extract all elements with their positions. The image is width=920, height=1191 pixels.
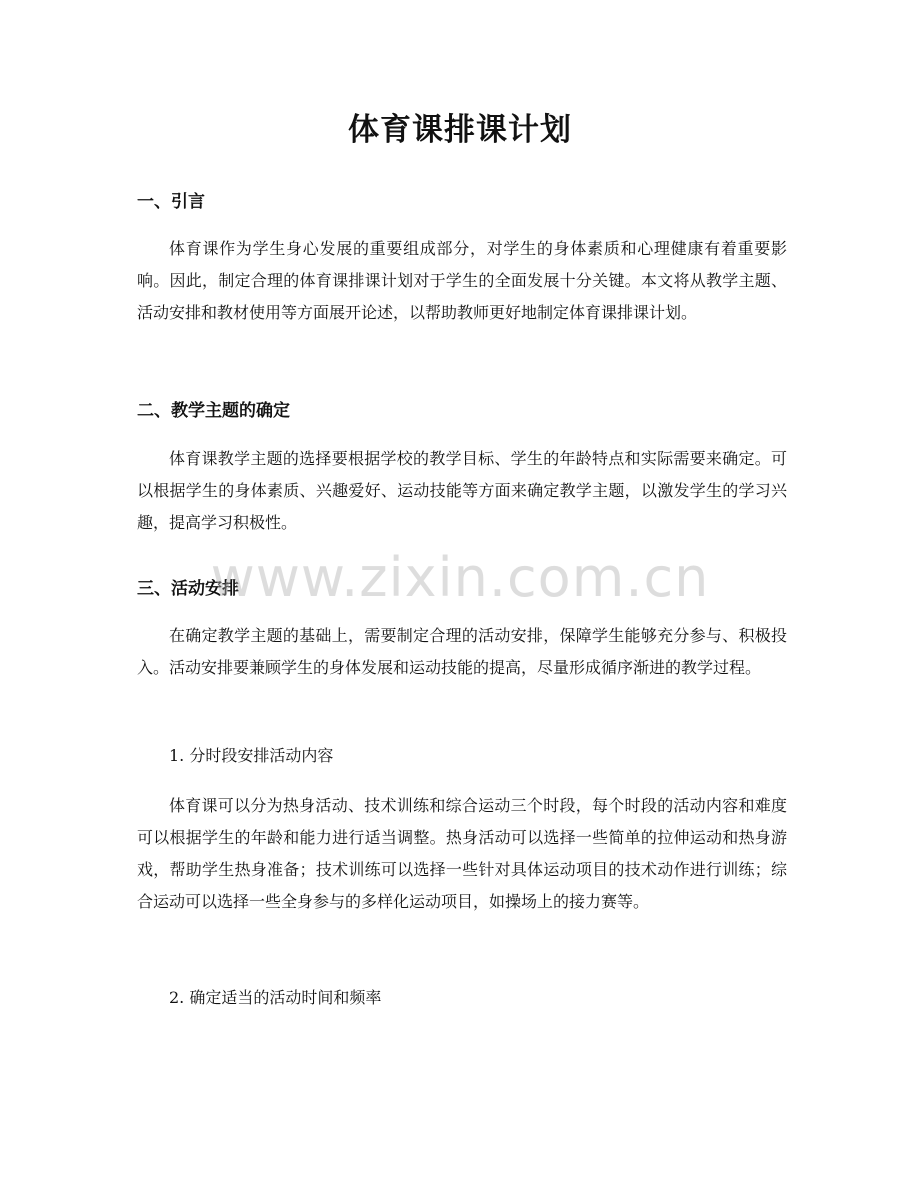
section-paragraph-teaching-theme: 体育课教学主题的选择要根据学校的教学目标、学生的年龄特点和实际需要来确定。可以根据学生的身体素质、兴趣爱好、运动技能等方面来确定教学主题，以激发学生的学习兴趣，提高学习积极性。 (137, 449, 787, 532)
subitem-paragraph-time-segments: 体育课可以分为热身活动、技术训练和综合运动三个时段，每个时段的活动内容和难度可以根据学生的年龄和能力进行适当调整。热身活动可以选择一些简单的拉伸运动和热身游戏，帮助学生热身准备；技术训练可以选择一些针对具体运动项目的技术动作进行训练；综合运动可以选择一些全身参与的多样化运动项目，如操场上的接力赛等。 (137, 796, 787, 911)
section-paragraph-introduction: 体育课作为学生身心发展的重要组成部分，对学生的身体素质和心理健康有着重要影响。因此，制定合理的体育课排课计划对于学生的全面发展十分关键。本文将从教学主题、活动安排和教材使用等方面展开论述，以帮助教师更好地制定体育课排课计划。 (137, 239, 787, 322)
subitem-label-time-segments: 1. 分时段安排活动内容 (169, 746, 334, 765)
watermark: www.zixin.com.cn (210, 546, 710, 609)
section-heading-teaching-theme: 二、教学主题的确定 (137, 401, 290, 421)
section-paragraph-activity-arrangement: 在确定教学主题的基础上，需要制定合理的活动安排，保障学生能够充分参与、积极投入。活动安排要兼顾学生的身体发展和运动技能的提高，尽量形成循序渐进的教学过程。 (137, 626, 787, 677)
page-title: 体育课排课计划 (348, 112, 572, 148)
subitem-label-time-frequency: 2. 确定适当的活动时间和频率 (169, 988, 382, 1007)
section-heading-activity-arrangement: 三、活动安排 (137, 579, 239, 599)
section-heading-introduction: 一、引言 (137, 192, 205, 212)
